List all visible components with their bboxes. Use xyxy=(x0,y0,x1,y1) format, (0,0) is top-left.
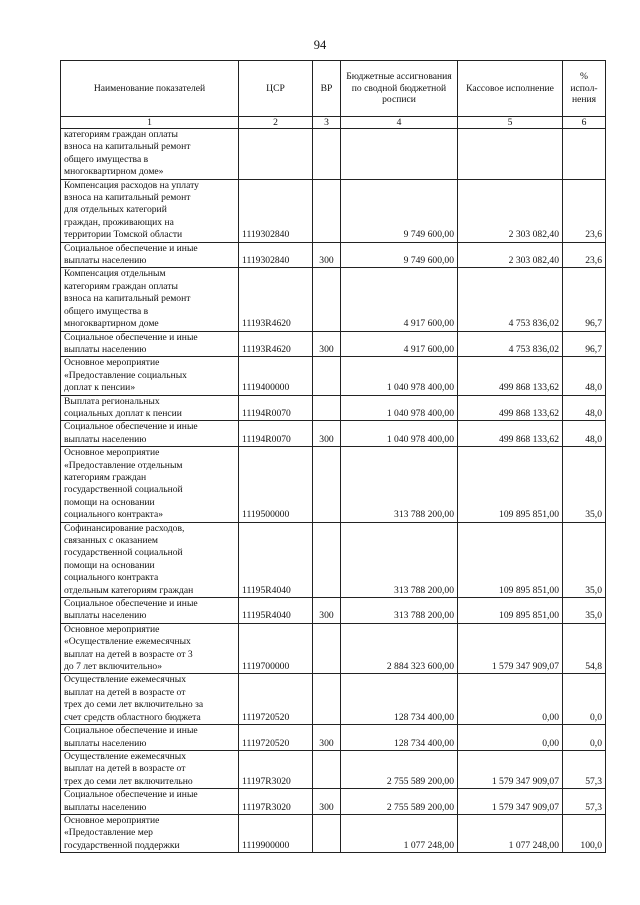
cell-vr: 300 xyxy=(313,598,341,624)
cell-csr: 11193R4620 xyxy=(239,268,313,331)
cell-vr xyxy=(313,522,341,597)
cell-assignments: 313 788 200,00 xyxy=(341,598,458,624)
header-cash: Кассовое исполнение xyxy=(458,61,563,117)
cell-csr: 11197R3020 xyxy=(239,789,313,815)
cell-name: Основное мероприятие «Предоставление социальных доплат к пенсии» xyxy=(61,357,239,395)
cell-percent: 57,3 xyxy=(563,789,606,815)
cell-percent: 96,7 xyxy=(563,268,606,331)
cell-vr xyxy=(313,750,341,788)
cell-name: Осуществление ежемесячных выплат на детей в возрасте от трех до семи лет включительно за счет средств областного бюджета xyxy=(61,674,239,725)
cell-assignments: 2 884 323 600,00 xyxy=(341,623,458,674)
cell-cash: 0,00 xyxy=(458,674,563,725)
cell-assignments: 128 734 400,00 xyxy=(341,674,458,725)
cell-assignments xyxy=(341,129,458,180)
cell-csr xyxy=(239,129,313,180)
cell-vr: 300 xyxy=(313,331,341,357)
cell-assignments: 313 788 200,00 xyxy=(341,447,458,522)
cell-percent: 96,7 xyxy=(563,331,606,357)
cell-name: Социальное обеспечение и иные выплаты населению xyxy=(61,421,239,447)
header-assignments: Бюджетные ассигнования по сводной бюджетной росписи xyxy=(341,61,458,117)
cell-percent: 48,0 xyxy=(563,395,606,421)
cell-vr xyxy=(313,447,341,522)
cell-assignments: 4 917 600,00 xyxy=(341,331,458,357)
cell-cash: 1 579 347 909,07 xyxy=(458,750,563,788)
cell-assignments: 1 040 978 400,00 xyxy=(341,421,458,447)
table-row xyxy=(61,623,606,674)
cell-assignments: 4 917 600,00 xyxy=(341,268,458,331)
cell-vr xyxy=(313,623,341,674)
cell-percent: 100,0 xyxy=(563,814,606,852)
cell-cash: 499 868 133,62 xyxy=(458,357,563,395)
cell-cash: 4 753 836,02 xyxy=(458,268,563,331)
table-header-row xyxy=(61,61,606,117)
cell-percent: 0,0 xyxy=(563,725,606,751)
cell-name: Социальное обеспечение и иные выплаты населению xyxy=(61,598,239,624)
column-number: 1 xyxy=(61,117,239,129)
cell-vr xyxy=(313,179,341,242)
cell-name: Социальное обеспечение и иные выплаты населению xyxy=(61,331,239,357)
budget-execution-table xyxy=(60,60,606,853)
cell-cash: 0,00 xyxy=(458,725,563,751)
cell-name: Социальное обеспечение и иные выплаты населению xyxy=(61,789,239,815)
table-body xyxy=(61,129,606,853)
cell-cash xyxy=(458,129,563,180)
column-number: 2 xyxy=(239,117,313,129)
column-number: 3 xyxy=(313,117,341,129)
column-number: 6 xyxy=(563,117,606,129)
cell-assignments: 2 755 589 200,00 xyxy=(341,750,458,788)
cell-percent: 0,0 xyxy=(563,674,606,725)
cell-csr: 11195R4040 xyxy=(239,522,313,597)
cell-csr: 1119720520 xyxy=(239,674,313,725)
table-row xyxy=(61,129,606,180)
table-row xyxy=(61,357,606,395)
cell-cash: 2 303 082,40 xyxy=(458,179,563,242)
page-number: 94 xyxy=(313,38,327,52)
cell-csr: 1119700000 xyxy=(239,623,313,674)
cell-name: категориям граждан оплаты взноса на капитальный ремонт общего имущества в многоквартирном доме» xyxy=(61,129,239,180)
cell-csr: 11195R4040 xyxy=(239,598,313,624)
cell-assignments: 1 040 978 400,00 xyxy=(341,395,458,421)
cell-vr xyxy=(313,814,341,852)
column-number: 4 xyxy=(341,117,458,129)
table-row xyxy=(61,447,606,522)
cell-vr: 300 xyxy=(313,789,341,815)
cell-csr: 11194R0070 xyxy=(239,395,313,421)
header-percent: % испол-нения xyxy=(563,61,606,117)
table-row xyxy=(61,331,606,357)
table-row xyxy=(61,421,606,447)
cell-vr xyxy=(313,129,341,180)
table-row xyxy=(61,789,606,815)
table-row xyxy=(61,598,606,624)
cell-percent: 57,3 xyxy=(563,750,606,788)
cell-percent: 35,0 xyxy=(563,447,606,522)
cell-cash: 109 895 851,00 xyxy=(458,447,563,522)
cell-csr: 1119302840 xyxy=(239,242,313,268)
cell-csr: 1119900000 xyxy=(239,814,313,852)
cell-assignments: 1 040 978 400,00 xyxy=(341,357,458,395)
cell-percent: 23,6 xyxy=(563,242,606,268)
cell-name: Компенсация отдельным категориям граждан оплаты взноса на капитальный ремонт общего имущества в многоквартирном доме xyxy=(61,268,239,331)
cell-csr: 11193R4620 xyxy=(239,331,313,357)
cell-percent: 35,0 xyxy=(563,522,606,597)
table-row xyxy=(61,242,606,268)
cell-percent xyxy=(563,129,606,180)
cell-csr: 11194R0070 xyxy=(239,421,313,447)
cell-cash: 4 753 836,02 xyxy=(458,331,563,357)
cell-name: Социальное обеспечение и иные выплаты населению xyxy=(61,242,239,268)
cell-name: Софинансирование расходов, связанных с оказанием государственной социальной помощи на основании социального контракта отдельным категориям граждан xyxy=(61,522,239,597)
header-name: Наименование показателей xyxy=(61,61,239,117)
cell-cash: 1 579 347 909,07 xyxy=(458,623,563,674)
table-row xyxy=(61,268,606,331)
header-csr: ЦСР xyxy=(239,61,313,117)
cell-assignments: 128 734 400,00 xyxy=(341,725,458,751)
cell-percent: 35,0 xyxy=(563,598,606,624)
cell-vr xyxy=(313,395,341,421)
cell-assignments: 2 755 589 200,00 xyxy=(341,789,458,815)
table-row xyxy=(61,814,606,852)
cell-name: Осуществление ежемесячных выплат на детей в возрасте от трех до семи лет включительно xyxy=(61,750,239,788)
cell-percent: 48,0 xyxy=(563,357,606,395)
table-row xyxy=(61,395,606,421)
cell-name: Основное мероприятие «Осуществление ежемесячных выплат на детей в возрасте от 3 до 7 лет включительно» xyxy=(61,623,239,674)
cell-name: Социальное обеспечение и иные выплаты населению xyxy=(61,725,239,751)
cell-assignments: 9 749 600,00 xyxy=(341,242,458,268)
cell-name: Основное мероприятие «Предоставление отдельным категориям граждан государственной социальной помощи на основании социального контракта» xyxy=(61,447,239,522)
table-row xyxy=(61,522,606,597)
cell-csr: 1119720520 xyxy=(239,725,313,751)
cell-cash: 109 895 851,00 xyxy=(458,598,563,624)
column-number: 5 xyxy=(458,117,563,129)
cell-cash: 109 895 851,00 xyxy=(458,522,563,597)
cell-vr: 300 xyxy=(313,242,341,268)
cell-percent: 54,8 xyxy=(563,623,606,674)
cell-csr: 1119400000 xyxy=(239,357,313,395)
cell-vr xyxy=(313,268,341,331)
cell-cash: 1 077 248,00 xyxy=(458,814,563,852)
cell-assignments: 1 077 248,00 xyxy=(341,814,458,852)
cell-assignments: 313 788 200,00 xyxy=(341,522,458,597)
cell-cash: 1 579 347 909,07 xyxy=(458,789,563,815)
cell-name: Основное мероприятие «Предоставление мер государственной поддержки xyxy=(61,814,239,852)
cell-vr: 300 xyxy=(313,725,341,751)
cell-assignments: 9 749 600,00 xyxy=(341,179,458,242)
cell-cash: 2 303 082,40 xyxy=(458,242,563,268)
cell-cash: 499 868 133,62 xyxy=(458,395,563,421)
cell-percent: 23,6 xyxy=(563,179,606,242)
cell-name: Выплата региональных социальных доплат к пенсии xyxy=(61,395,239,421)
cell-cash: 499 868 133,62 xyxy=(458,421,563,447)
cell-csr: 1119500000 xyxy=(239,447,313,522)
table-row xyxy=(61,674,606,725)
column-number-row xyxy=(61,117,606,129)
cell-vr xyxy=(313,357,341,395)
cell-csr: 11197R3020 xyxy=(239,750,313,788)
cell-name: Компенсация расходов на уплату взноса на капитальный ремонт для отдельных категорий граждан, проживающих на территории Томской области xyxy=(61,179,239,242)
cell-percent: 48,0 xyxy=(563,421,606,447)
table-row xyxy=(61,179,606,242)
table-row xyxy=(61,750,606,788)
table-row xyxy=(61,725,606,751)
cell-vr: 300 xyxy=(313,421,341,447)
header-vr: ВР xyxy=(313,61,341,117)
cell-csr: 1119302840 xyxy=(239,179,313,242)
cell-vr xyxy=(313,674,341,725)
